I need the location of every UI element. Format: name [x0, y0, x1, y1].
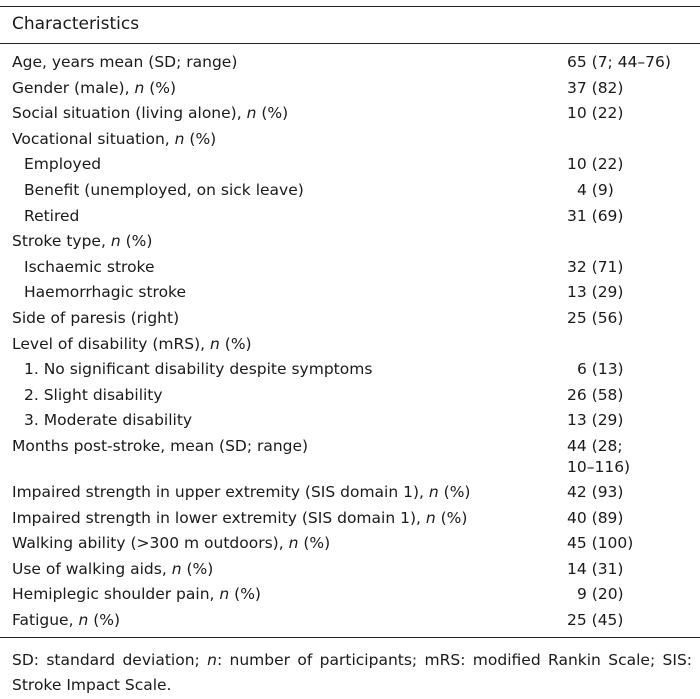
row-label: Stroke type, n (%)	[12, 232, 153, 251]
table-row	[0, 204, 700, 230]
row-value: 26 (58)	[567, 385, 624, 404]
table-row	[0, 332, 700, 358]
table-row	[0, 127, 700, 153]
row-label: Use of walking aids, n (%)	[12, 559, 214, 578]
table-row	[0, 306, 700, 332]
row-value: 4 (9)	[577, 180, 614, 199]
row-label: 1. No significant disability despite symptoms	[24, 360, 373, 379]
row-label: Hemiplegic shoulder pain, n (%)	[12, 585, 261, 604]
table-row	[0, 101, 700, 127]
row-label: Social situation (living alone), n (%)	[12, 104, 289, 123]
row-value: 6 (13)	[577, 360, 624, 379]
row-label: Side of paresis (right)	[12, 308, 180, 327]
table-row	[0, 531, 700, 557]
row-label: Gender (male), n (%)	[12, 78, 177, 97]
row-label: Impaired strength in upper extremity (SIS domain 1), n (%)	[12, 482, 471, 501]
table-row	[0, 557, 700, 583]
table-row	[0, 229, 700, 255]
row-label: 3. Moderate disability	[24, 411, 193, 430]
table-row	[0, 178, 700, 204]
row-label: Level of disability (mRS), n (%)	[12, 334, 252, 353]
row-value: 13 (29)	[567, 283, 624, 302]
row-value: 10 (22)	[567, 104, 624, 123]
table-footnote: SD: standard deviation; n: number of participants; mRS: modified Rankin Scale; SIS: Stroke Impact Scale.	[12, 651, 693, 694]
row-value: 37 (82)	[567, 78, 624, 97]
row-label: Impaired strength in lower extremity (SIS domain 1), n (%)	[12, 508, 468, 527]
table-row	[0, 255, 700, 281]
row-label: Benefit (unemployed, on sick leave)	[24, 180, 304, 199]
table-row	[0, 152, 700, 178]
row-value: 10 (22)	[567, 155, 624, 174]
table-row	[0, 50, 700, 76]
row-value: 9 (20)	[577, 585, 624, 604]
row-value: 25 (56)	[567, 308, 624, 327]
row-value: 45 (100)	[567, 534, 634, 553]
table-row	[0, 280, 700, 306]
row-label: 2. Slight disability	[24, 385, 163, 404]
row-value: 42 (93)	[567, 482, 624, 501]
table-row	[0, 506, 700, 532]
row-value: 13 (29)	[567, 411, 624, 430]
row-label: Fatigue, n (%)	[12, 610, 121, 629]
table-row	[0, 383, 700, 409]
row-value: 31 (69)	[567, 206, 624, 225]
row-label: Haemorrhagic stroke	[24, 283, 187, 302]
row-value: 14 (31)	[567, 559, 624, 578]
row-label: Retired	[24, 206, 80, 225]
row-label: Ischaemic stroke	[24, 257, 155, 276]
bottom-rule	[0, 637, 700, 638]
row-value: 32 (71)	[567, 257, 624, 276]
row-label: Age, years mean (SD; range)	[12, 53, 238, 71]
table-row	[0, 480, 700, 506]
table-header: Characteristics	[12, 14, 140, 34]
row-value: 44 (28; 10–116)	[567, 436, 631, 476]
table-row	[0, 608, 700, 634]
table-row	[0, 434, 700, 480]
row-value: 40 (89)	[567, 508, 624, 527]
table-row	[0, 76, 700, 102]
row-value: 25 (45)	[567, 610, 624, 629]
row-value: 65 (7; 44–76)	[567, 53, 671, 71]
characteristics-table	[0, 6, 700, 638]
table-row	[0, 408, 700, 434]
table-row	[0, 582, 700, 608]
row-label: Months post-stroke, mean (SD; range)	[12, 436, 309, 455]
table-row	[0, 357, 700, 383]
row-label: Walking ability (>300 m outdoors), n (%)	[12, 534, 331, 553]
row-label: Vocational situation, n (%)	[12, 129, 217, 148]
table-body	[0, 44, 700, 637]
row-label: Employed	[24, 155, 102, 174]
